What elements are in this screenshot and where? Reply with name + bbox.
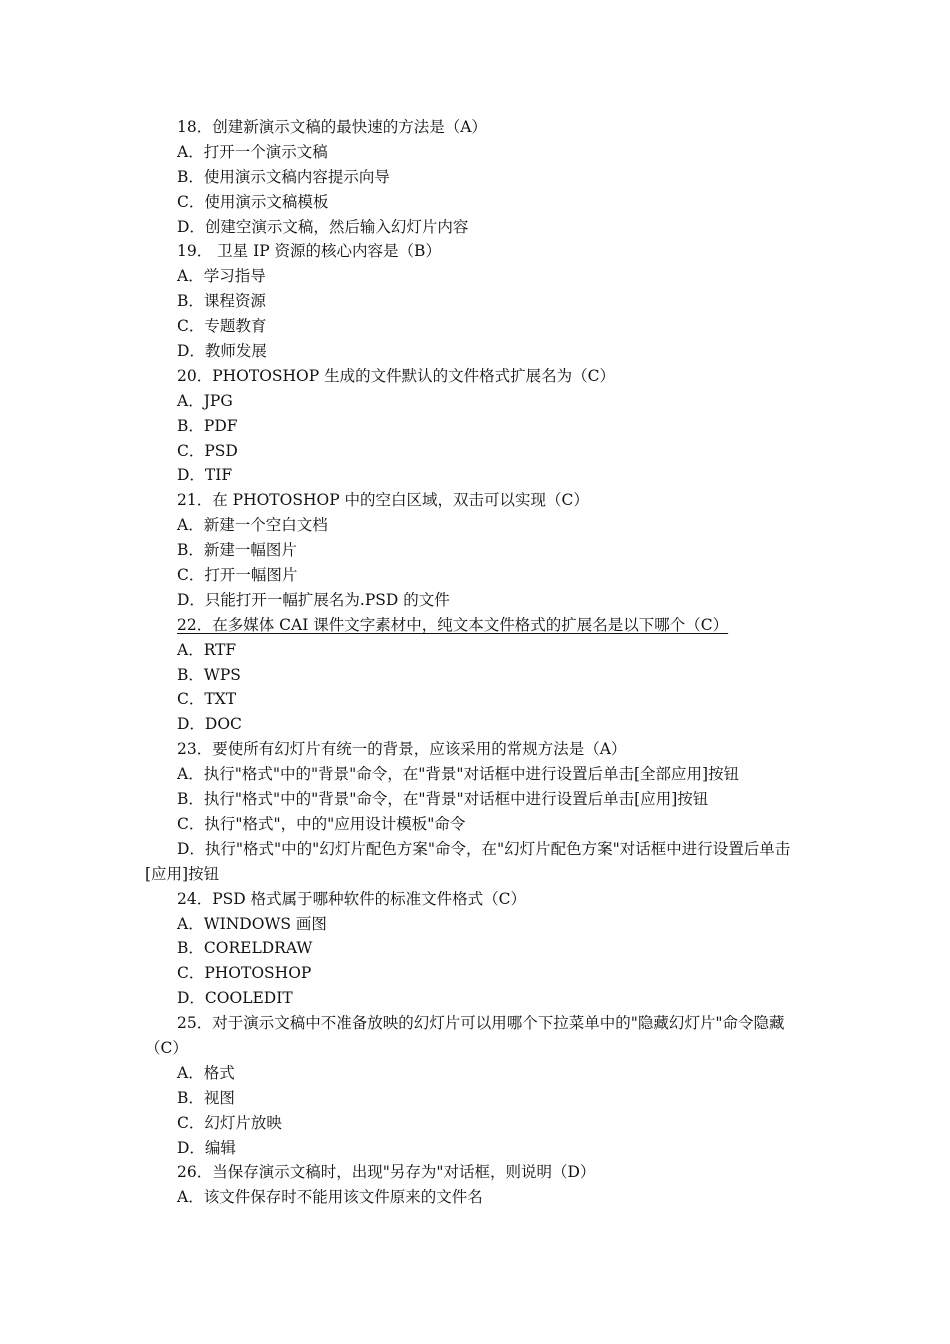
question-22 [145,613,810,638]
q24-option-d: D．COOLEDIT [177,989,293,1008]
question-23: 23．要使所有幻灯片有统一的背景，应该采用的常规方法是（A） [177,740,627,759]
q21-option-d: D．只能打开一幅扩展名为.PSD 的文件 [177,590,450,609]
q24-option-b: B．CORELDRAW [177,939,313,958]
q24-option-c: C．PHOTOSHOP [177,964,312,983]
q25-option-d: D．编辑 [177,1138,236,1157]
q20-option-d: D．TIF [177,466,233,485]
q20-option-a: A．JPG [177,391,233,410]
q19-option-c: C．专题教育 [177,317,267,336]
q18-option-a: A．打开一个演示文稿 [177,142,328,161]
q25-option-b: B．视图 [177,1088,235,1107]
q18-option-b: B．使用演示文稿内容提示向导 [177,167,390,186]
q22-option-a: A．RTF [177,640,237,659]
question-19: 19． 卫星 IP 资源的核心内容是（B） [177,242,441,261]
q24-option-a: A．WINDOWS 画图 [177,914,327,933]
question-22-text: 22．在多媒体 CAI 课件文字素材中，纯文本文件格式的扩展名是以下哪个（C） [177,615,729,634]
question-21: 21．在 PHOTOSHOP 中的空白区域，双击可以实现（C） [177,491,589,510]
question-26: 26．当保存演示文稿时，出现"另存为"对话框，则说明（D） [177,1163,596,1182]
q23-option-a: A．执行"格式"中的"背景"命令，在"背景"对话框中进行设置后单击[全部应用]按钮 [177,765,740,784]
question-18: 18．创建新演示文稿的最快速的方法是（A） [177,118,487,136]
q22-option-c: C．TXT [177,690,237,709]
q23-option-b: B．执行"格式"中的"背景"命令，在"背景"对话框中进行设置后单击[应用]按钮 [177,790,709,809]
q19-option-a: A．学习指导 [177,267,266,286]
q21-option-c: C．打开一幅图片 [177,566,298,585]
q22-option-d: D．DOC [177,715,242,734]
q19-option-b: B．课程资源 [177,292,266,311]
q22-option-b: B．WPS [177,665,241,684]
q23-option-c: C．执行"格式"，中的"应用设计模板"命令 [177,814,466,833]
q26-option-a: A．该文件保存时不能用该文件原来的文件名 [177,1188,483,1207]
q18-option-c: C．使用演示文稿模板 [177,192,329,211]
question-25: 25．对于演示文稿中不准备放映的幻灯片可以用哪个下拉菜单中的"隐藏幻灯片"命令隐藏（C） [145,1014,785,1057]
q25-option-c: C．幻灯片放映 [177,1113,282,1132]
q18-option-d: D．创建空演示文稿，然后输入幻灯片内容 [177,217,469,236]
q23-option-d: D．执行"格式"中的"幻灯片配色方案"命令，在"幻灯片配色方案"对话框中进行设置后单击[应用]按钮 [145,839,791,883]
q21-option-b: B．新建一幅图片 [177,541,297,560]
q25-option-a: A．格式 [177,1063,235,1082]
question-20: 20．PHOTOSHOP 生成的文件默认的文件格式扩展名为（C） [177,366,615,385]
q21-option-a: A．新建一个空白文档 [177,516,328,535]
question-24: 24．PSD 格式属于哪种软件的标准文件格式（C） [177,889,526,908]
q19-option-d: D．教师发展 [177,342,267,361]
q20-option-c: C．PSD [177,441,238,460]
document-body [145,115,810,1210]
q20-option-b: B．PDF [177,416,238,435]
